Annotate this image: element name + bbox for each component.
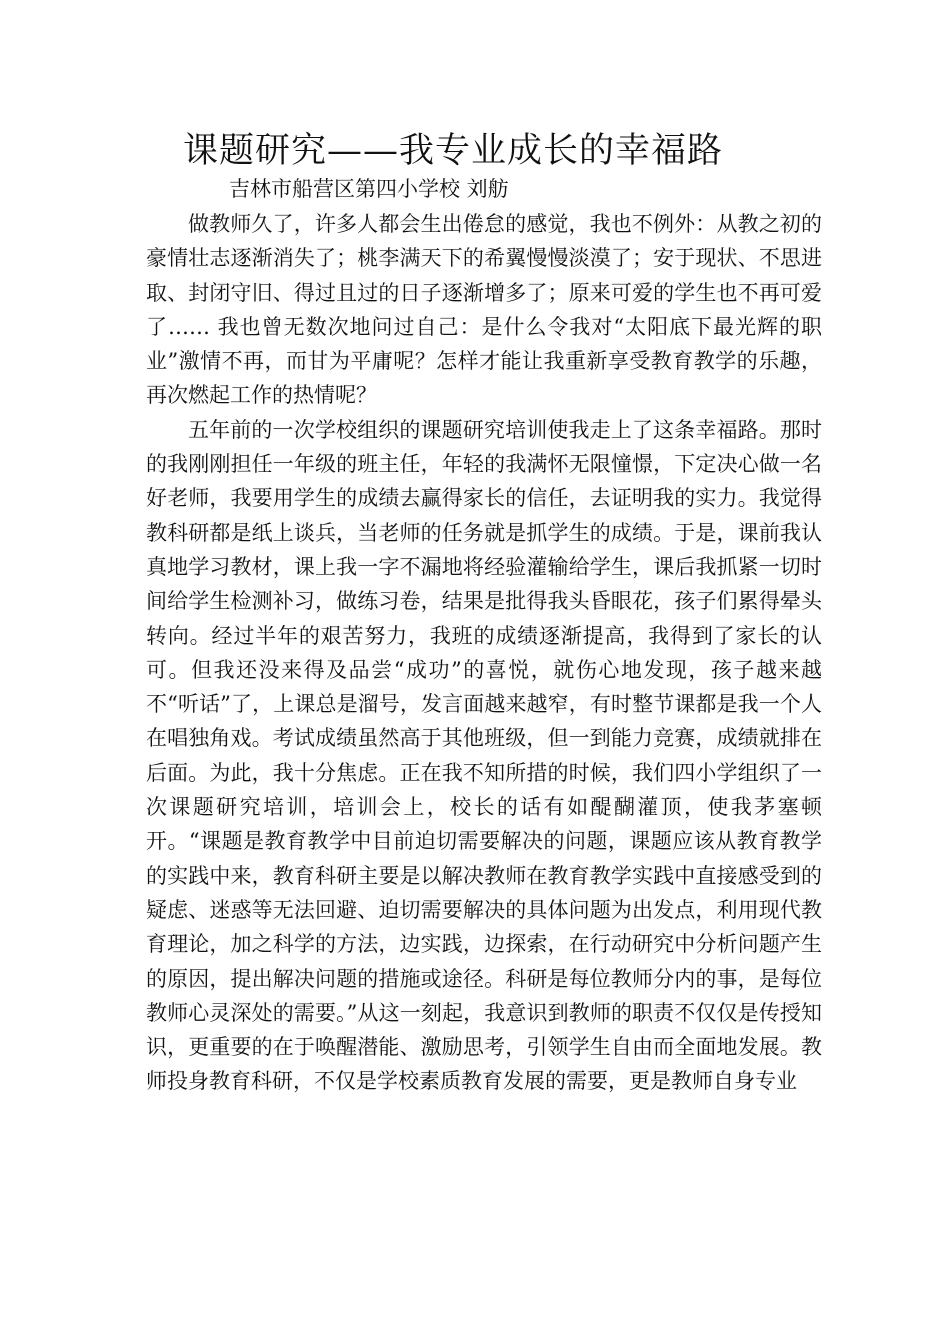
body-paragraph: 做教师久了，许多人都会生出倦怠的感觉，我也不例外：从教之初的豪情壮志逐渐消失了；桃李满天下的希翼慢慢淡漠了；安于现状、不思进取、封闭守旧、得过且过的日子逐渐增多了；原来可爱的学生也不再可爱了…… 我也曾无数次地问过自己：是什么令我对“太阳底下最光辉的职业”激情不再，而甘为平庸呢？怎样才能让我重新享受教育教学的乐趣，再次燃起工作的热情呢？ [146, 212, 822, 408]
author-byline: 吉林市船营区第四小学校 刘舫 [229, 177, 509, 201]
document-body [146, 207, 822, 1099]
body-paragraph: 五年前的一次学校组织的课题研究培训使我走上了这条幸福路。那时的我刚刚担任一年级的班主任，年轻的我满怀无限憧憬，下定决心做一名好老师，我要用学生的成绩去赢得家长的信任，去证明我的实力。我觉得教科研都是纸上谈兵，当老师的任务就是抓学生的成绩。于是，课前我认真地学习教材，课上我一字不漏地将经验灌输给学生，课后我抓紧一切时间给学生检测补习，做练习卷，结果是批得我头昏眼花，孩子们累得晕头转向。经过半年的艰苦努力，我班的成绩逐渐提高，我得到了家长的认可。但我还没来得及品尝“成功”的喜悦，就伤心地发现，孩子越来越不“听话”了，上课总是溜号，发言面越来越窄，有时整节课都是我一个人在唱独角戏。考试成绩虽然高于其他班级，但一到能力竞赛，成绩就排在后面。为此，我十分焦虑。正在我不知所措的时候，我们四小学组织了一次课题研究培训，培训会上，校长的话有如醍醐灌顶，使我茅塞顿开。“课题是教育教学中目前迫切需要解决的问题，课题应该从教育教学的实践中来，教育科研主要是以解决教师在教育教学实践中直接感受到的疑虑、迷惑等无法回避、迫切需要解决的具体问题为出发点，利用现代教育理论，加之科学的方法，边实践，边探索，在行动研究中分析问题产生的原因，提出解决问题的措施或途径。科研是每位教师分内的事，是每位教师心灵深处的需要。”从这一刻起，我意识到教师的职责不仅仅是传授知识，更重要的在于唤醒潜能、激励思考，引领学生自由而全面地发展。教师投身教育科研，不仅是学校素质教育发展的需要，更是教师自身专业 [146, 417, 822, 1094]
document-title: 课题研究——我专业成长的幸福路 [183, 131, 724, 171]
